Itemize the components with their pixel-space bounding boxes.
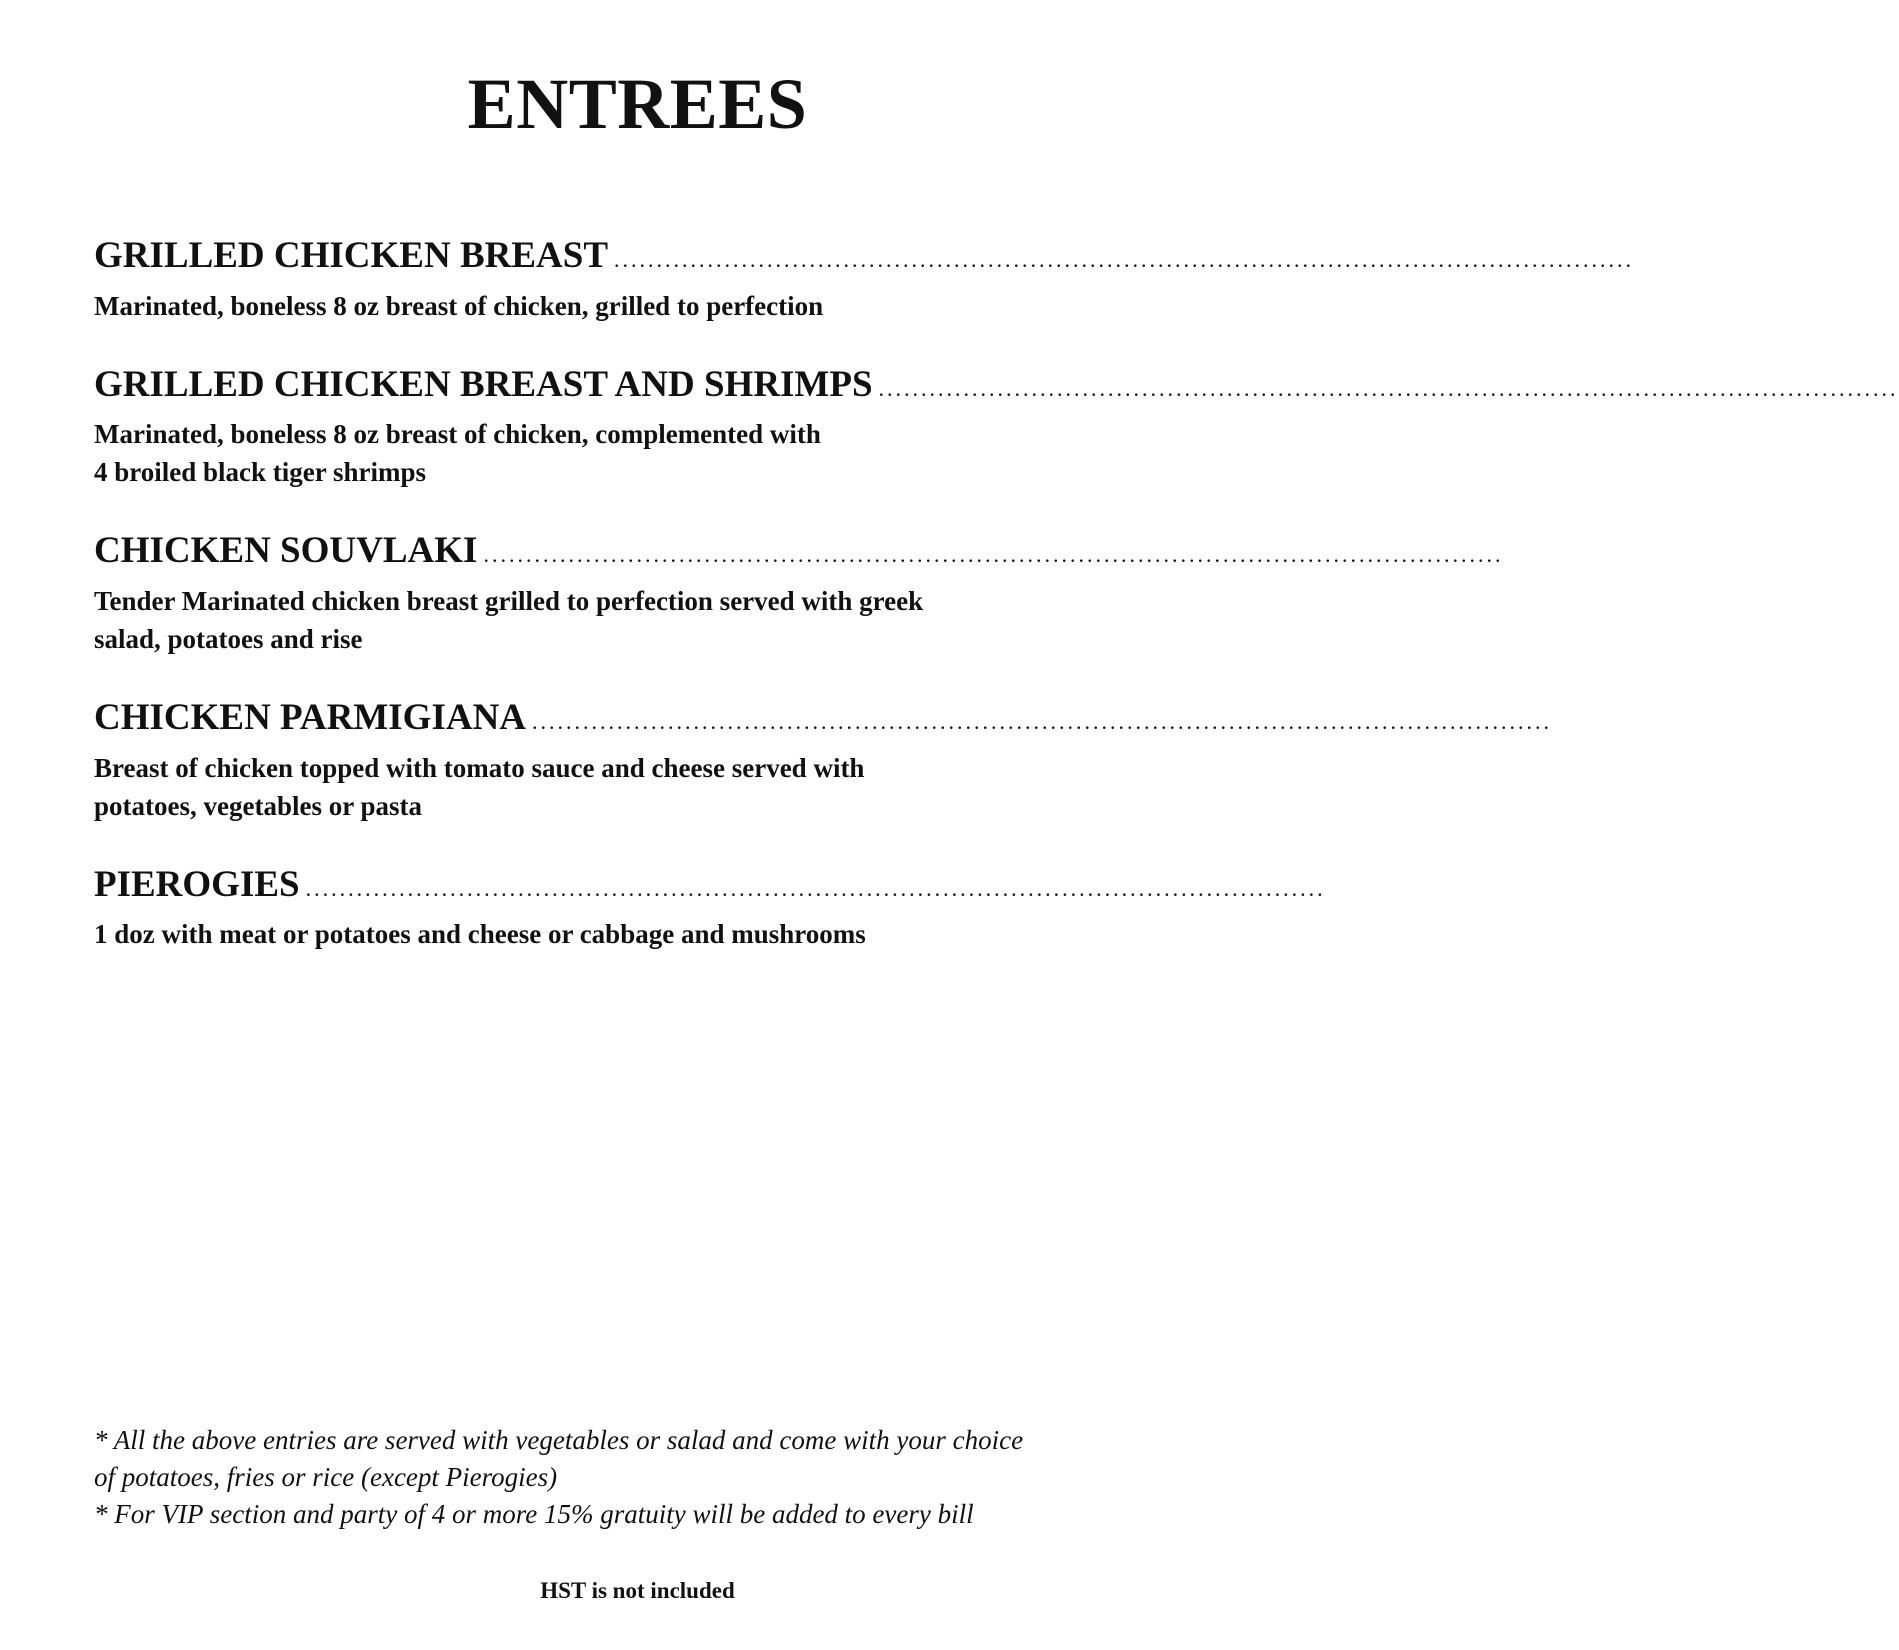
footnote-line: * All the above entries are served with vegetables or salad and come with your choice xyxy=(94,1425,1024,1455)
menu-item-header xyxy=(94,235,1635,277)
menu-item xyxy=(94,363,1899,492)
menu-item-name: CHICKEN PARMIGIANA xyxy=(94,697,527,739)
description-line: Marinated, boneless 8 oz breast of chicken, grilled to perfection xyxy=(94,290,824,321)
menu-item-description xyxy=(94,287,974,325)
menu-items-list xyxy=(94,235,1899,993)
description-line: Tender Marinated chicken breast grilled to perfection served with greek xyxy=(94,586,924,617)
dot-leader: ........................................................................................................................ xyxy=(305,875,1326,901)
menu-item-name: CHICKEN SOUVLAKI xyxy=(94,530,478,572)
description-line: 1 doz with meat or potatoes and cheese or cabbage and mushrooms xyxy=(94,919,866,950)
menu-item-description xyxy=(94,915,974,953)
menu-item-header xyxy=(94,530,1504,572)
menu-item-header xyxy=(94,697,1553,739)
description-line: Marinated, boneless 8 oz breast of chicken, complemented with xyxy=(94,419,821,450)
menu-item-name: PIEROGIES xyxy=(94,863,300,905)
description-line: potatoes, vegetables or pasta xyxy=(94,790,422,821)
page-title: ENTREES xyxy=(467,64,808,144)
menu-item-description xyxy=(94,415,974,491)
menu-item xyxy=(94,697,1553,825)
description-line: Breast of chicken topped with tomato sauce and cheese served with xyxy=(94,752,865,783)
footnote-line: * For VIP section and party of 4 or more 15% gratuity will be added to every bill xyxy=(94,1499,974,1529)
dot-leader: ........................................................................................................................ xyxy=(483,542,1504,568)
footnote-line: of potatoes, fries or rice (except Pierogies) xyxy=(94,1462,558,1492)
menu-item-description xyxy=(94,582,974,658)
dot-leader: ........................................................................................................................ xyxy=(878,375,1899,401)
dot-leader: ........................................................................................................................ xyxy=(532,709,1553,735)
menu-item-name: GRILLED CHICKEN BREAST xyxy=(94,235,609,276)
description-line: salad, potatoes and rise xyxy=(94,624,363,655)
menu-item xyxy=(94,863,1326,954)
menu-item xyxy=(94,530,1504,658)
menu-item-description xyxy=(94,749,974,825)
menu-item xyxy=(94,235,1635,325)
menu-item-header xyxy=(94,863,1326,906)
menu-item-header xyxy=(94,363,1899,406)
footnotes xyxy=(94,1422,1094,1533)
description-line: 4 broiled black tiger shrimps xyxy=(94,457,427,488)
menu-item-name: GRILLED CHICKEN BREAST AND SHRIMPS xyxy=(94,363,873,405)
tax-note: HST is not included xyxy=(540,1578,735,1603)
dot-leader: ........................................................................................................................ xyxy=(614,247,1635,272)
